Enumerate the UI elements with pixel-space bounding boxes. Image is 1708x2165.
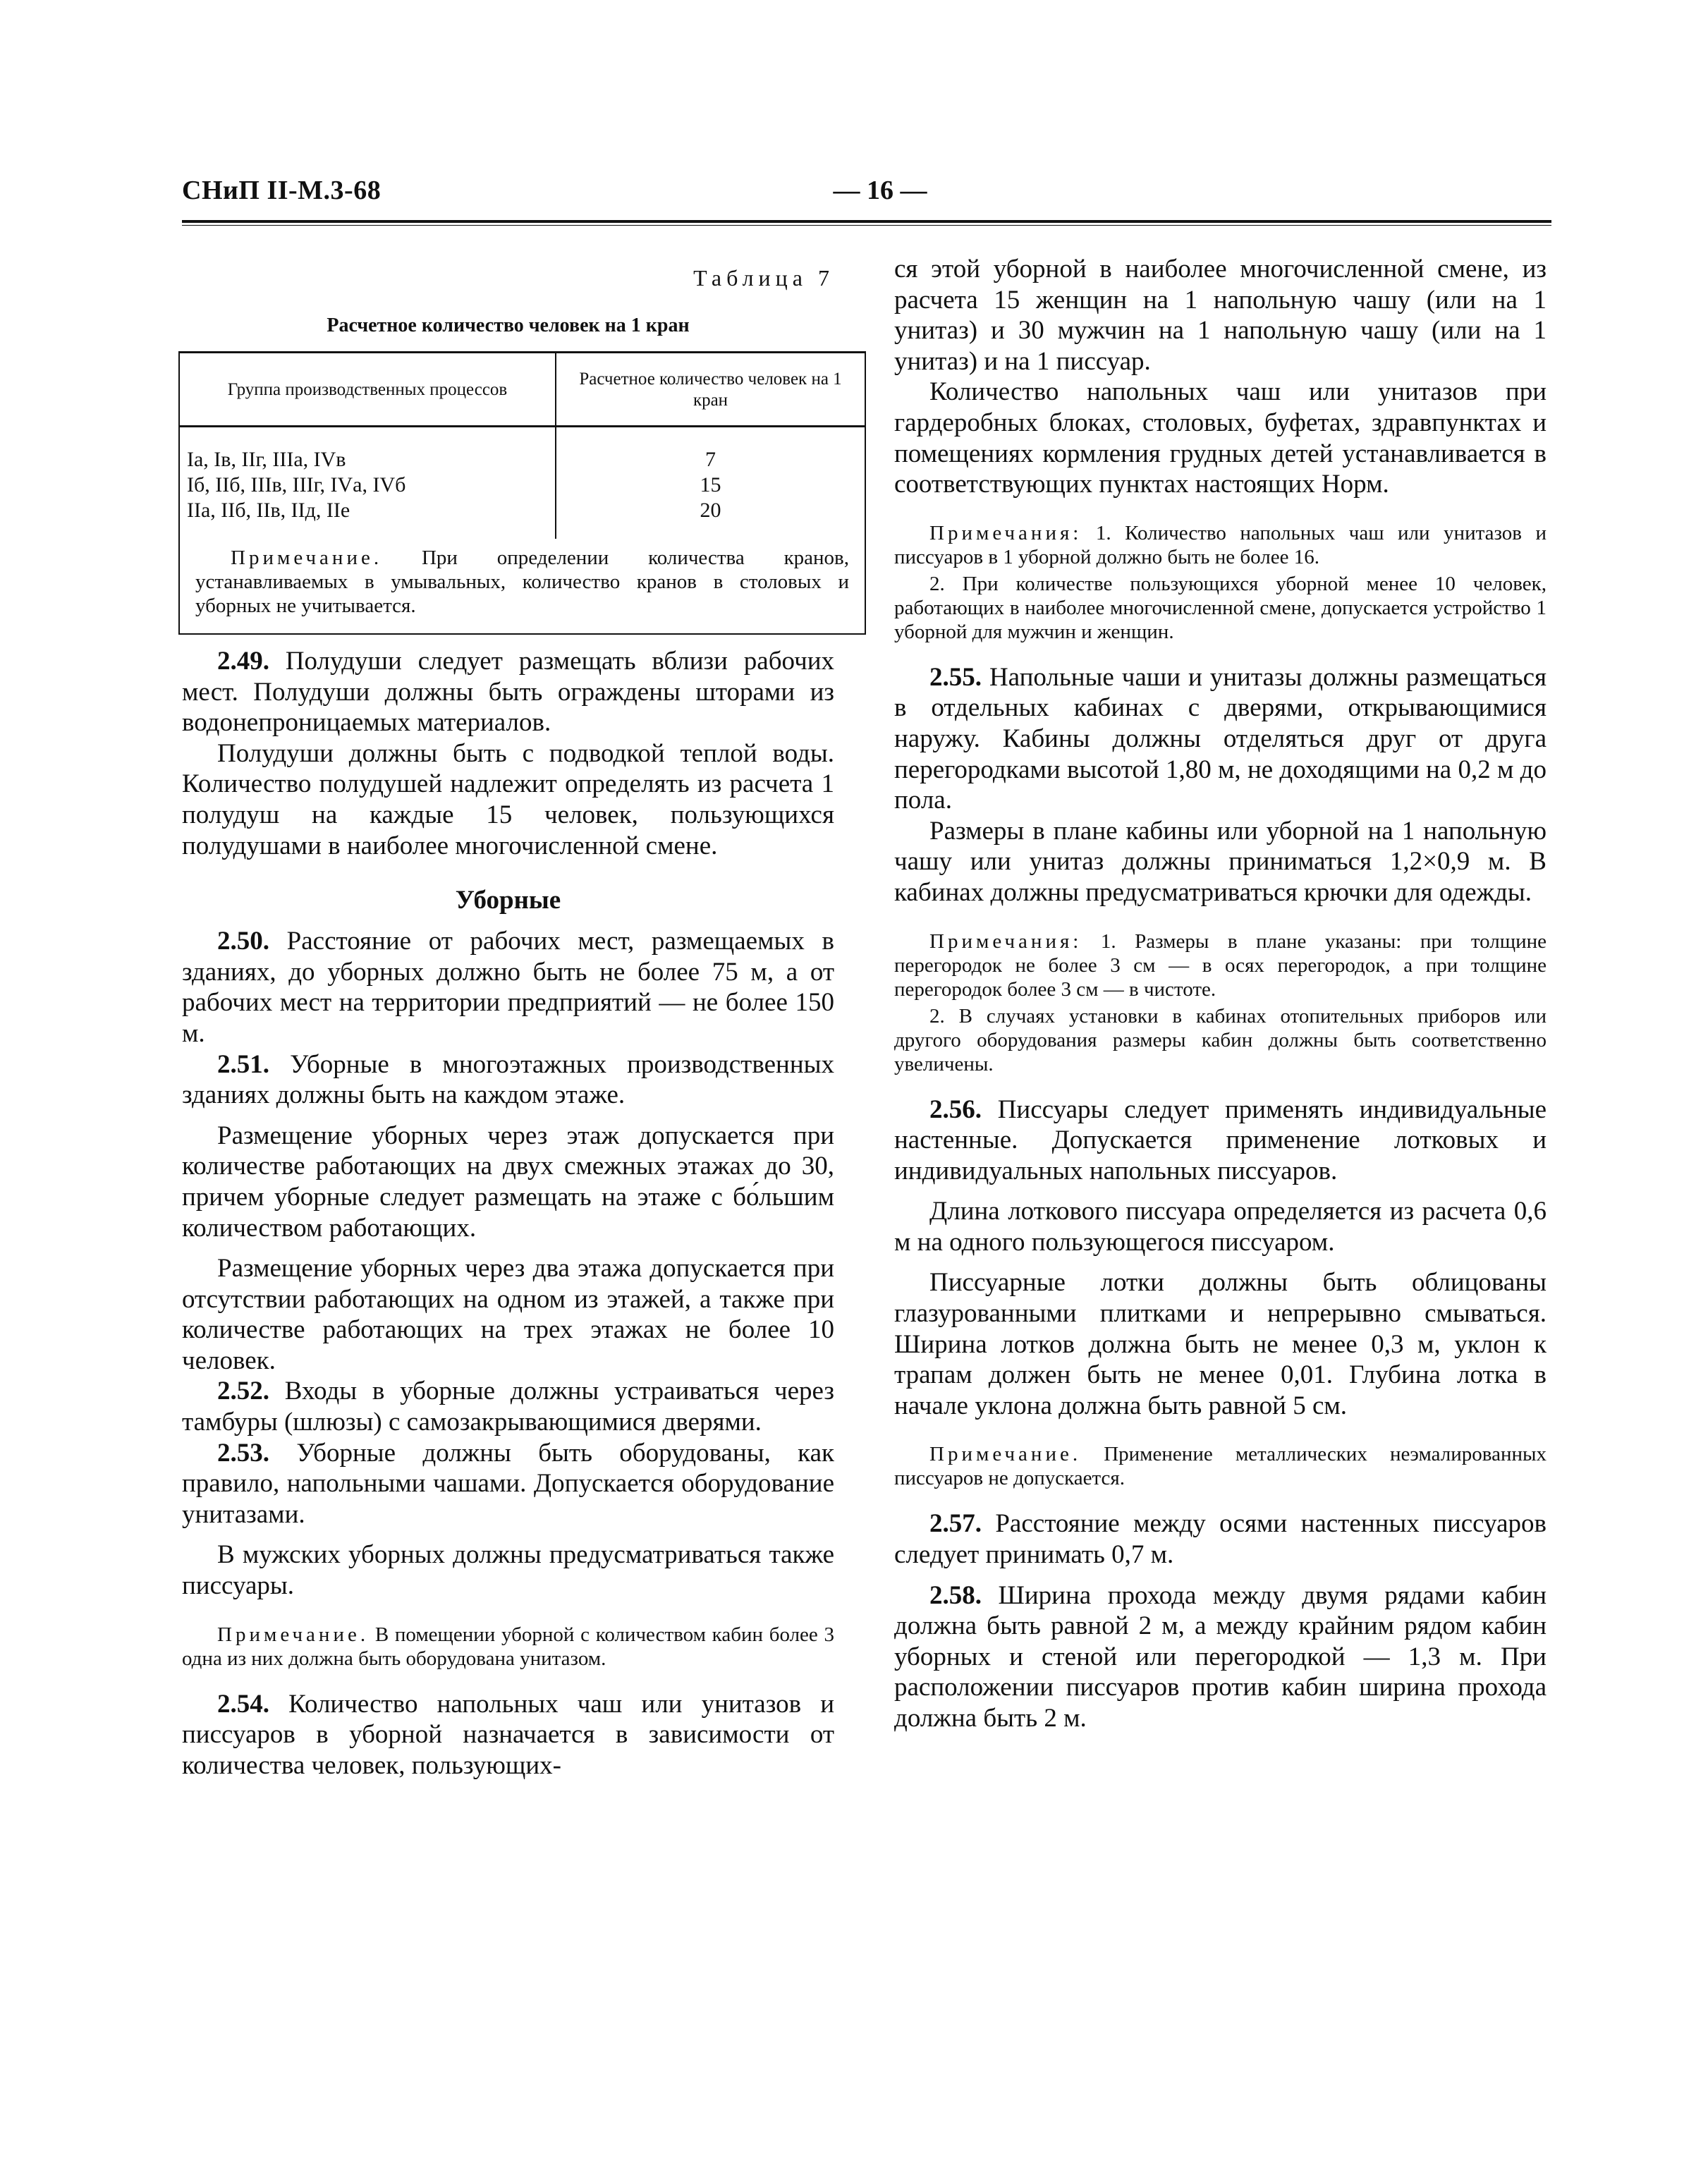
paragraph-text: Расстояние от рабочих мест, размещаемых в зданиях, до уборных должно быть не более 75 м, а от рабочих мест на территории предприятий — не более 150 м. [182,927,834,1048]
column-header-count: Расчетное количество человек на 1 кран [556,353,865,427]
paragraph-2-54 [182,1689,834,1781]
paragraph-2-56-cont: Длина лоткового писсуара определяется из расчета 0,6 м на одного пользующегося писсуаром. [894,1197,1547,1257]
page-number: — 16 — [833,176,927,205]
paragraph-2-53 [182,1438,834,1530]
table-row [179,498,865,539]
paragraph-2-56 [894,1094,1547,1187]
note-text: В помещении уборной с количеством кабин более 3 одна из них должна быть оборудована унитазом. [182,1623,834,1670]
clause-number: 2.49. [217,647,269,676]
table-caption: Таблица 7 [693,265,834,291]
paragraph-2-55 [894,662,1547,816]
paragraph-2-56-cont2: Писсуарные лотки должны быть облицованы глазурованными плитками и непрерывно смываться. Ширина лотков должна быть не менее 0,3 м, уклон к трапам должен быть не менее 0,01. Глубина лотка в начале уклона должна быть равной 5 см. [894,1268,1547,1420]
clause-number: 2.58. [929,1580,982,1610]
paragraph-text: Ширина прохода между двумя рядами кабин должна быть равной 2 м, а между крайним рядом кабин уборных и стеной или перегородкой — 1,3 м. При расположении писсуаров против кабин ширина прохода должна быть 2 м. [894,1580,1547,1733]
clause-number: 2.57. [929,1509,982,1539]
table-note-text: При определении количества кранов, устанавливаемых в умывальных, количество кранов в столовых и уборных не учитывается. [195,547,849,617]
table-title: Расчетное количество человек на 1 кран [327,315,690,336]
table-cell-value: 15 [556,472,865,498]
paragraph-2-52 [182,1376,834,1437]
paragraph-2-50 [182,926,834,1049]
paragraph-text: Количество напольных чаш или унитазов и писсуаров в уборной назначается в зависимости от количества человек, пользующих- [182,1689,835,1780]
note-label: Примечание. [217,1623,370,1646]
paragraph-text: Полудуши следует размещать вблизи рабочих мест. Полудуши должны быть ограждены шторами из водонепроницаемых материалов. [182,647,834,738]
clause-number: 2.56. [929,1094,982,1124]
notes-2-55 [894,929,1547,1076]
paragraph-text: Входы в уборные должны устраиваться через тамбуры (шлюзы) с самозакрывающимися дверями. [182,1377,834,1437]
notes-2-54 [894,521,1547,644]
note-text: 1. Размеры в плане указаны: при толщине перегородок не более 3 см — в осях перегородок, а при толщине перегородок более 3 см — в чистоте. [894,929,1547,1001]
clause-number: 2.51. [217,1049,269,1079]
paragraph-2-51-cont2: Размещение уборных через два этажа допускается при отсутствии работающих на одном из этажей, а также при количестве работающих на трех этажах не более 10 человек. [182,1254,834,1375]
note-text: 2. В случаях установки в кабинах отопительных приборов или другого оборудования размеры кабин должны быть соответственно увеличены. [894,1004,1547,1075]
note-text: 2. При количестве пользующихся уборной менее 10 человек, работающих в наиболее многочисленной смене, допускается устройство 1 уборной для мужчин и женщин. [894,572,1547,643]
paragraph-2-57 [894,1508,1547,1570]
note-text: Применение металлических неэмалированных писсуаров не допускается. [894,1443,1547,1490]
table-note-row [179,539,865,634]
clause-number: 2.52. [217,1377,269,1406]
table-cell-value: 20 [556,498,865,539]
clause-number: 2.50. [217,927,269,956]
paragraph-2-55-cont: Размеры в плане кабины или уборной на 1 напольную чашу или унитаз должны приниматься 1,2×0,9 м. В кабинах должны предусматриваться крючки для одежды. [894,816,1547,907]
paragraph-2-54-cont2: Количество напольных чаш или унитазов при гардеробных блоках, столовых, буфетах, здравпунктах и помещениях кормления грудных детей устанавливается в соответствующих пунктах настоящих Норм. [894,377,1547,499]
section-heading: Уборные [455,886,561,915]
table-cell-value: 7 [556,427,865,473]
left-column [182,254,849,1781]
note-2-56 [894,1442,1547,1490]
right-column [894,254,1547,1734]
table-7 [178,351,866,635]
table-header-row [179,353,865,427]
table-row [179,427,865,473]
paragraph-text: Напольные чаши и унитазы должны размещаться в отдельных кабинах с дверями, открывающимися наружу. Кабины должны отделяться друг от друга перегородками высотой 1,80 м, не доходящими на 0,2 м до пола. [894,662,1547,815]
paragraph-text: Расстояние между осями настенных писсуаров следует принимать 0,7 м. [894,1509,1547,1570]
column-header-group: Группа производственных процессов [179,353,556,427]
clause-number: 2.55. [929,662,982,692]
paragraph-2-58 [894,1580,1547,1734]
paragraph-2-51-cont: Размещение уборных через этаж допускается при количестве работающих на двух смежных этажах до 30, причем уборные следует размещать на этаже с бо́льшим количеством работающих. [182,1121,834,1243]
paragraph-text: Уборные в многоэтажных производственных зданиях должны быть на каждом этаже. [182,1049,834,1110]
clause-number: 2.53. [217,1438,269,1468]
paragraph-text: Уборные должны быть оборудованы, как правило, напольными чашами. Допускается оборудование унитазами. [182,1438,835,1529]
paragraph-text: Писсуары следует применять индивидуальные настенные. Допускается применение лотковых и индивидуальных напольных писсуаров. [894,1094,1547,1185]
table-row [179,472,865,498]
paragraph-2-51 [182,1049,834,1111]
note-label: Примечания: [929,929,1082,953]
table-note [179,539,865,634]
paragraph-2-54-cont: ся этой уборной в наиболее многочисленной смене, из расчета 15 женщин на 1 напольную чашу (или на 1 унитаз) и 30 мужчин на 1 напольную чашу (или на 1 унитаз) и на 1 писсуар. [894,255,1547,376]
document-code: СНиП II-М.3-68 [182,176,382,205]
table-cell-group: Iа, Iв, IIг, IIIа, IVв [179,427,556,473]
paragraph-2-53-cont: В мужских уборных должны предусматриваться также писсуары. [182,1540,834,1601]
table-cell-group: Iб, IIб, IIIв, IIIг, IVа, IVб [179,472,556,498]
paragraph-2-49-cont: Полудуши должны быть с подводкой теплой воды. Количество полудушей надлежит определять из расчета 1 полудуш на каждые 15 человек, пользующихся полудушами в наиболее многочисленной смене. [182,738,834,860]
note-label: Примечание. [929,1443,1082,1466]
clause-number: 2.54. [217,1689,269,1719]
table-note-label: Примечание. [231,547,383,569]
page-header [182,175,1551,217]
header-rule [182,220,1551,226]
note-text: 1. Количество напольных чаш или унитазов и писсуаров в 1 уборной должно быть не более 16. [894,521,1547,568]
paragraph-2-49 [182,646,834,738]
table-cell-group: IIа, IIб, IIв, IIд, IIе [179,498,556,539]
note-2-53 [182,1623,834,1671]
note-label: Примечания: [929,521,1082,544]
